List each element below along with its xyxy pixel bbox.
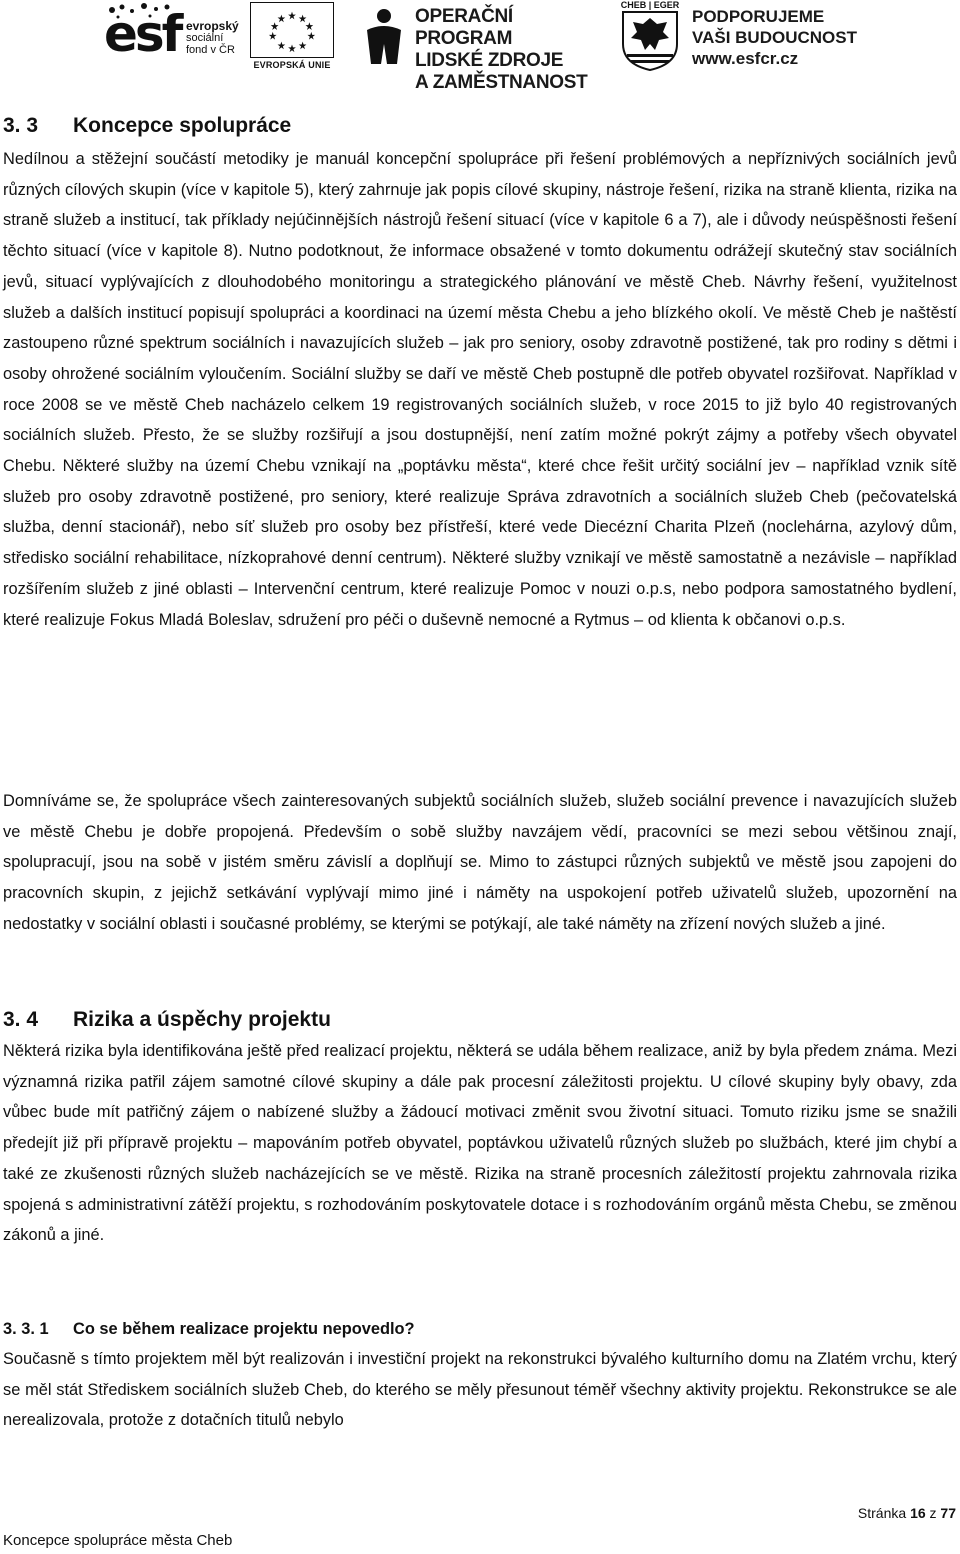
page-total: 77 xyxy=(940,1505,956,1521)
cheb-label: CHEB | EGER xyxy=(620,0,680,10)
section-title: Koncepce spolupráce xyxy=(73,114,292,137)
section-title: Rizika a úspěchy projektu xyxy=(73,1008,331,1031)
section-paragraph: Nedílnou a stěžejní součástí metodiky je manuál koncepční spolupráce při řešení problémových a nepříznivých sociálních jevů různých cílových skupin (více v kapitole 5), který zahrnuje jak popis cílové skupiny, nástroje řešení, rizika na straně klienta, rizika na straně služeb a institucí, tak příklady nejúčinnějších nástrojů řešení situací (více v kapitole 6 a 7), ale i důvody neúspěšnosti řešení těchto situací (více v kapitole 8). Nutno podotknout, že informace obsažené v tomto dokumentu odrážejí skutečný stav sociálních jevů, situací vyplývajících z dlouhodobého monitoringu a strategického plánování ve městě Cheb. Návrhy řešení, využitelnost služeb a dalších institucí popisují spolupráci a koordinaci na území města Chebu a jeho blízkého okolí. Ve městě Cheb je naštěstí zastoupeno různé spektrum sociálních i navazujících služeb – jak pro seniory, osoby zdravotně postižené, tak pro rodiny s dětmi i osoby ohrožené sociálním vyloučením. Sociální služby se daří ve městě Cheb postupně dle potřeb obyvatel rozšiřovat. Například v roce 2008 se ve městě Cheb nacházelo celkem 19 registrovaných sociálních služeb, v roce 2015 to již bylo 40 registrovaných sociálních služeb. Přesto, že se služby rozšiřují a jsou dostupnější, není zatím možné pokrýt zájmy a potřeby všech obyvatel Chebu. Některé služby na území Chebu vznikají na „poptávku města“, které chce řešit určitý sociální jev – například vznik sítě služeb pro osoby zdravotně postižené, pro seniory, které realizuje Správa zdravotních a sociálních služeb Cheb (pečovatelská služba, denní stacionář), nebo síť služeb pro osoby bez přístřeší, které vede Diecézní Charita Plzeň (noclehárna, azylový dům, středisko sociální rehabilitace, nízkoprahové denní centrum). Některé služby vznikají ve městě samostatně a nezávisle – například rozšířením služeb z jiné oblasti – Intervenční centrum, které realizuje Pomoc v nouzi o.p.s, nebo podpora samostatného bydlení, které realizuje Fokus Mladá Boleslav, sdružení pro péči o duševně nemocné a Rytmus – od klienta k občanovi o.p.s. xyxy=(3,150,957,629)
section-rizika xyxy=(3,1004,957,1251)
support-line3: www.esfcr.cz xyxy=(692,49,799,68)
eu-flag-icon xyxy=(250,2,334,58)
cheb-coat-of-arms-icon xyxy=(621,10,679,72)
section-heading xyxy=(3,1004,957,1036)
op-line1: OPERAČNÍ PROGRAM xyxy=(415,6,513,49)
subsection-heading xyxy=(3,1314,957,1344)
section-paragraph: Některá rizika byla identifikována ještě před realizací projektu, některá se udála během realizace, aniž by byla předem známa. Mezi významná rizika patřil zájem samotné cílové skupiny a dále pak procesní záležitosti projektu. U cílové skupiny byly obavy, zda vůbec bude mít patřičný zájem o nabízené služby a žádoucí motivaci změnit svou životní situaci. Tomuto riziku jsme se snažili předejít již při přípravě projektu – mapováním potřeb obyvatel, poptávkou uživatelů různých služeb po službách, které jim chybí a také ze zkušenosti různých služeb nacházejících se ve městě. Rizika na straně procesních záležitostí projektu zahrnovala rizika spojená s administrativní zátěží projektu, s rozhodováním poskytovatele dotace i s rozhodováním orgánů města Chebu, se změnou zákonů a jiné. xyxy=(3,1042,957,1245)
page-prefix: Stránka xyxy=(857,1505,907,1521)
esf-mark: esf xyxy=(104,5,181,63)
page-number xyxy=(858,1505,956,1521)
page-header xyxy=(0,0,960,93)
esf-logo xyxy=(104,2,244,72)
op-mark-icon xyxy=(363,8,405,66)
support-text xyxy=(692,6,857,69)
subsection-title: Co se během realizace projektu nepovedlo? xyxy=(73,1320,415,1338)
op-line2: LIDSKÉ ZDROJE xyxy=(415,50,564,71)
section-koncepce-paragraph2 xyxy=(3,786,957,940)
footer-doc-title: Koncepce spolupráce města Cheb xyxy=(3,1532,233,1549)
section-paragraph: Domníváme se, že spolupráce všech zainteresovaných subjektů sociálních služeb, služeb sociální prevence i navazujících služeb ve městě Chebu je dobře propojená. Především o sobě služby navzájem vědí, pracovníci se mezi sebou většinou znají, spolupracují, jsou na sobě v jistém směru závislí a doplňují se. Mimo to zástupci různých subjektů ve městě jsou zapojeni do pracovních skupin, z jejichž setkávání vyplývají mimo jiné i náměty na uspokojení potřeb uživatelů služeb, upozornění na nedostatky v sociální oblasti i současné problémy, se kterými se potýkají, ale také náměty na zřízení nových služeb a jiné. xyxy=(3,792,957,933)
page-current: 16 xyxy=(910,1505,926,1521)
subsection-number: 3. 3. 1 xyxy=(3,1320,49,1338)
eu-text: EVROPSKÁ UNIE xyxy=(253,60,331,70)
esf-text xyxy=(186,20,239,56)
op-logo xyxy=(363,4,603,93)
eu-logo xyxy=(250,2,334,72)
section-paragraph: Současně s tímto projektem měl být realizován i investiční projekt na rekonstrukci bývalého kulturního domu na Zlatém vrchu, který se měl stát Střediskem sociálních služeb Cheb, do kterého se měly přesunout téměř všechny aktivity projektu. Rekonstrukce se ale nerealizovala, protože z dotačních titulů nebylo xyxy=(3,1350,957,1430)
section-number: 3. 3 xyxy=(3,114,39,137)
section-number: 3. 4 xyxy=(3,1008,39,1031)
esf-line2: sociální xyxy=(186,32,224,44)
cheb-logo xyxy=(615,0,685,76)
support-line2: VAŠI BUDOUCNOST xyxy=(692,28,857,47)
esf-line3: fond v ČR xyxy=(186,44,235,56)
section-nepovedlo xyxy=(3,1314,957,1436)
op-text xyxy=(415,6,603,94)
support-line1: PODPORUJEME xyxy=(692,7,825,26)
section-koncepce xyxy=(3,110,957,635)
page-of: z xyxy=(929,1505,937,1521)
section-heading xyxy=(3,110,957,142)
op-line3: A ZAMĚSTNANOST xyxy=(415,72,588,93)
esf-line1: evropský xyxy=(186,19,239,33)
